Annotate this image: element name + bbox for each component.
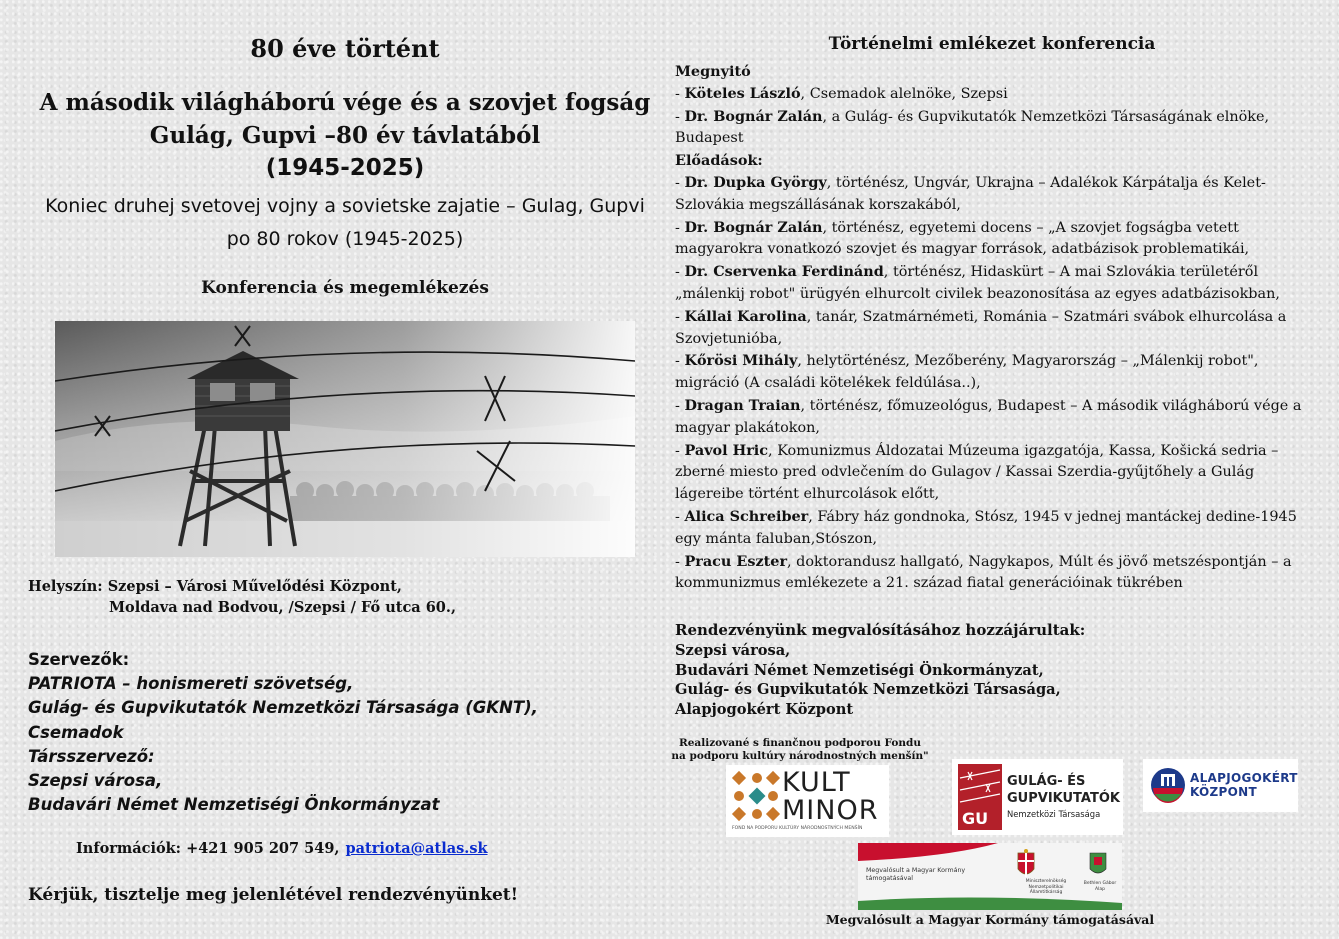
speaker-details: , Csemadok alelnöke, Szepsi (800, 85, 1008, 102)
alapjogokert-word: KÖZPONT (1190, 785, 1257, 799)
kult-minor-tagline: FOND NA PODPORU KULTÚRY NÁRODNOSTNÝCH MENŠÍN (732, 826, 863, 831)
venue-line: Helyszín: Szepsi – Városi Művelődési Központ, (28, 578, 402, 595)
supporter-item: Alapjogokért Központ (675, 701, 854, 719)
alapjogokert-wordmark (1190, 771, 1298, 799)
event-title-slovak (40, 190, 650, 256)
speaker-name: Kőrösi Mihály (684, 352, 798, 370)
program-item: - Kőrösi Mihály, helytörténész, Mezőberény, Magyarország – „Málenkij robot", migráció (A családi kötelékek feldúlása..), (675, 352, 1259, 392)
kult-minor-logo (726, 765, 889, 837)
closing-invitation: Kérjük, tisztelje meg jelenlétével rendezvényünket! (28, 885, 519, 905)
alapjogokert-word: ALAPJOGOKÉRT (1190, 771, 1298, 785)
talk-details: , történész, főmuzeológus, Budapest – A második világháború vége a magyar plakátokon, (675, 397, 1302, 436)
kult-minor-word: KULT (782, 767, 851, 798)
talk-details: , helytörténész, Mezőberény, Magyarország – „Málenkij robot", migráció (A családi kötelékek feldúlása..), (675, 353, 1259, 392)
contact-email-link[interactable]: patriota@atlas.sk (345, 840, 488, 857)
fund-note (670, 737, 930, 762)
speaker-details: , a Gulág- és Gupvikutatók Nemzetközi Társaságának elnöke, Budapest (675, 108, 1270, 147)
talk-details: , történész, Ungvár, Ukrajna – Adalékok Kárpátalja és Kelet-Szlovákia megszállásának korszakából, (675, 174, 1266, 213)
conference-title: Történelmi emlékezet konferencia (828, 34, 1156, 54)
event-title-line: (1945-2025) (265, 155, 425, 181)
supporter-item: Budavári Német Nemzetiségi Önkormányzat, (675, 661, 1044, 679)
gulag-logo-mark: GU (962, 809, 989, 828)
opening-heading: Megnyitó (675, 63, 751, 80)
program-item: - Dr. Cservenka Ferdinánd, történész, Hidaskürt – A mai Szlovákia területéről „málenkij robot" ürügyén elhurcolt civilek beazonosítása az egyes adatbázisokban, (675, 263, 1280, 302)
government-support-line: támogatásával (866, 874, 913, 882)
program-item: - Kállai Karolina, tanár, Szatmárnémeti, Románia – Szatmári svábok elhurcolása a Szovjetunióba, (675, 307, 1287, 347)
event-title-line: Gulág, Gupvi –80 év távlatából (149, 122, 541, 149)
organizer-item: Gulág- és Gupvikutatók Nemzetközi Társasága (GKNT), (28, 698, 538, 718)
ministry-label (1016, 879, 1076, 896)
program-item: - Alica Schreiber, Fábry ház gondnoka, Stósz, 1945 v jednej mantáckej dedine-1945 egy mánta faluban,Stószon, (675, 507, 1297, 547)
program-item: - Pavol Hric, Komunizmus Áldozatai Múzeuma igazgatója, Kassa, Košická sedria – zberné miesto pred odvlečením do Gulagov / Kassai Szerdia-gyűjtőhely a Gulág lágereibe történt elhurcolások előtt, (675, 441, 1279, 503)
gulag-tagline: Nemzetközi Társasága (1007, 809, 1101, 819)
speaker-name: Dragan Traian (684, 396, 801, 414)
watchtower-illustration (55, 321, 635, 557)
government-support-line: Megvalósult a Magyar Kormány (866, 867, 966, 874)
program-item: - Dr. Bognár Zalán, történész, egyetemi docens – „A szovjet fogságba vetett magyarokra vonatkozó szovjet és magyar források, adatbázisok problematikái, (675, 218, 1250, 258)
co-organizers-heading: Társszervező: (28, 746, 155, 766)
venue-line: Moldava nad Bodvou, /Szepsi / Fő utca 60., (109, 599, 456, 616)
gulag-gupvi-logo (952, 759, 1123, 835)
program-item: - Köteles László, Csemadok alelnöke, Szepsi (675, 84, 1008, 102)
event-title-line: A második világháború vége és a szovjet fogság (39, 89, 651, 116)
speaker-name: Dr. Dupka György (684, 173, 827, 191)
gulag-word: GUPVIKUTATÓK (1007, 791, 1120, 806)
contact-phone: Információk: +421 905 207 549, (76, 840, 340, 857)
ministry-line: Nemzetpolitikai Államtitkárság (1028, 884, 1064, 895)
event-title (20, 86, 670, 185)
program-item: - Dragan Traian, történész, főmuzeológus, Budapest – A második világháború vége a magyar plakátokon, (675, 396, 1302, 436)
organizers (28, 648, 648, 817)
event-title-slovak-line: Koniec druhej svetovej vojny a sovietske zajatie – Gulag, Gupvi (45, 195, 645, 217)
speaker-name: Alica Schreiber (684, 507, 809, 525)
organizer-item: PATRIOTA – honismereti szövetség, (28, 674, 354, 694)
talk-details: , doktorandusz hallgató, Nagykapos, Múlt és jövő metszéspontján – a kommunizmus emlékezete a 21. század fiatal generációinak tükrében (675, 553, 1292, 592)
talk-details: , történész, egyetemi docens – „A szovjet fogságba vetett magyarokra vonatkozó szovjet és magyar források, adatbázisok problematikái, (675, 219, 1250, 258)
program-item: - Dr. Dupka György, történész, Ungvár, Ukrajna – Adalékok Kárpátalja és Kelet-Szlovákia megszállásának korszakából, (675, 173, 1266, 213)
speaker-name: Dr. Cservenka Ferdinánd (684, 263, 884, 281)
venue (28, 576, 648, 618)
organizer-item: Csemadok (28, 722, 124, 742)
talk-details: , Komunizmus Áldozatai Múzeuma igazgatója, Kassa, Košická sedria – zberné miesto pred odvlečením do Gulagov / Kassai Szerdia-gyűjtőhely a Gulág lágereibe történt elhurcolások előtt, (675, 442, 1279, 503)
event-subtitle: Konferencia és megemlékezés (201, 278, 489, 298)
program-item: - Dr. Bognár Zalán, a Gulág- és Gupvikutatók Nemzetközi Társaságának elnöke, Budapest (675, 107, 1270, 147)
speaker-name: Kállai Karolina (684, 307, 807, 325)
alapjogokert-emblem-icon (1149, 764, 1187, 806)
supporters (675, 621, 1315, 720)
speaker-name: Köteles László (684, 84, 801, 102)
organizers-heading: Szervezők: (28, 650, 130, 669)
talks-heading: Előadások: (675, 152, 763, 170)
co-organizer-item: Szepsi városa, (28, 771, 163, 791)
co-organizer-item: Budavári Német Nemzetiségi Önkormányzat (28, 795, 440, 815)
speaker-name: Dr. Bognár Zalán (684, 107, 823, 125)
program (675, 61, 1315, 595)
bethlen-gabor-alap-label: Bethlen Gábor Alap (1083, 881, 1117, 892)
event-title-slovak-line: po 80 rokov (1945-2025) (226, 228, 464, 250)
government-caption: Megvalósult a Magyar Kormány támogatásával (825, 912, 1155, 927)
speaker-name: Dr. Bognár Zalán (684, 218, 823, 236)
government-support-text (866, 867, 965, 882)
contact-info (76, 840, 676, 857)
hungarian-government-logo (858, 843, 1122, 910)
program-item: - Pracu Eszter, doktorandusz hallgató, Nagykapos, Múlt és jövő metszéspontján – a kommunizmus emlékezete a 21. század fiatal generációinak tükrében (675, 552, 1292, 592)
speaker-name: Pavol Hric (684, 441, 769, 459)
watchtower-photo (55, 321, 635, 557)
fund-note-line: na podporu kultúry národnostných menšín" (671, 749, 929, 762)
gulag-word: GULÁG- ÉS (1007, 774, 1086, 789)
fund-note-line: Realizované s finančnou podporou Fondu (679, 737, 921, 749)
talk-details: , történész, Hidaskürt – A mai Szlovákia területéről „málenkij robot" ürügyén elhurcolt civilek beazonosítása az egyes adatbázisokban, (675, 264, 1280, 302)
gulag-wordmark (1007, 773, 1120, 807)
kult-minor-word: MINOR (782, 795, 879, 826)
alapjogokert-kozpont-logo (1143, 759, 1298, 812)
talk-details: , tanár, Szatmárnémeti, Románia – Szatmári svábok elhurcolása a Szovjetunióba, (675, 308, 1287, 347)
supporters-heading: Rendezvényünk megvalósításához hozzájárultak: (675, 621, 1086, 639)
supporter-item: Szepsi városa, (675, 641, 791, 659)
event-anniversary-heading: 80 éve történt (250, 34, 440, 63)
ministry-line: Miniszterelnökség (1025, 879, 1067, 884)
kult-minor-wordmark (782, 769, 878, 825)
gulag-barbed-wire-icon (958, 764, 1002, 830)
supporter-item: Gulág- és Gupvikutatók Nemzetközi Társasága, (675, 681, 1061, 699)
talk-details: , Fábry ház gondnoka, Stósz, 1945 v jednej mantáckej dedine-1945 egy mánta faluban,Stószon, (675, 508, 1297, 547)
speaker-name: Pracu Eszter (684, 552, 788, 570)
kult-minor-pattern-icon (730, 769, 782, 829)
